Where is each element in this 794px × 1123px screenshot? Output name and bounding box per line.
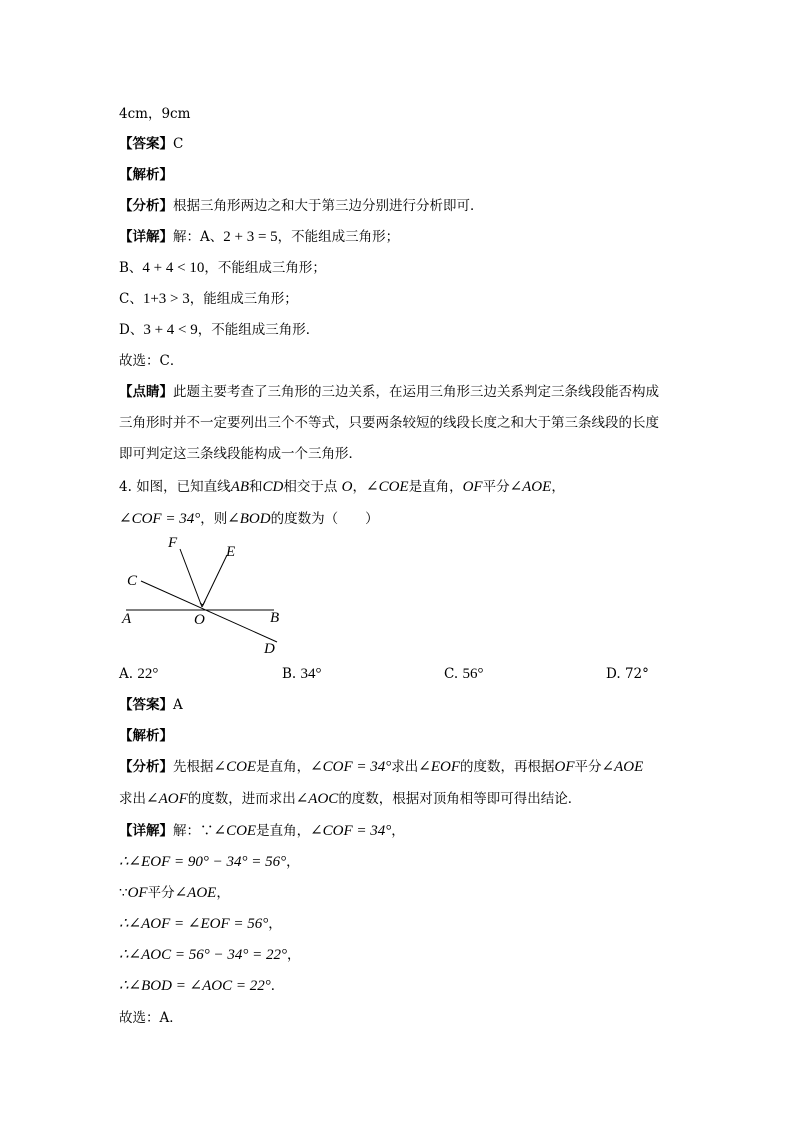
label-f: F xyxy=(168,535,178,551)
prev-options-tail xyxy=(119,104,190,124)
q4-xiangjie-1: 【详解】解：∵∠COE是直角，∠COF = 34°， xyxy=(119,823,405,839)
prev-tail-text: 4cm，9cm xyxy=(119,106,191,122)
q4-answer: 【答案】A xyxy=(119,697,183,713)
geometry-figure xyxy=(114,532,294,662)
q4-analysis-tag: 【解析】 xyxy=(119,728,173,744)
line-cd xyxy=(141,581,280,642)
option-a: A. 22° xyxy=(119,666,159,682)
q4-xiangjie-6: ∴∠BOD = ∠AOC = 22°． xyxy=(119,978,285,994)
q4-fenxi-line1: 【分析】先根据∠COE是直角，∠COF = 34°求出∠EOF的度数，再根据OF平分∠AOE xyxy=(119,759,644,775)
ray-of xyxy=(180,549,202,607)
prev-option-c: C、1+3 > 3，能组成三角形； xyxy=(119,291,298,307)
q4-xiangjie-2: ∴∠EOF = 90° − 34° = 56°， xyxy=(119,854,300,870)
ray-oe xyxy=(202,555,227,607)
label-e: E xyxy=(226,544,236,560)
option-b: B. 34° xyxy=(282,666,322,682)
q4-stem-line1: 4. 如图，已知直线AB和CD相交于点 O，∠COE是直角，OF平分∠AOE， xyxy=(119,479,565,495)
prev-analysis-tag: 【解析】 xyxy=(119,167,173,183)
label-d: D xyxy=(264,641,275,657)
label-o: O xyxy=(194,612,205,628)
label-a: A xyxy=(122,611,132,627)
q4-stem-line2: ∠COF = 34°，则∠BOD的度数为（ ） xyxy=(119,511,379,527)
label-c: C xyxy=(127,573,138,589)
q4-choose: 故选：A． xyxy=(119,1010,183,1026)
answer-tag: 【答案】 xyxy=(119,136,173,152)
option-c: C. 56° xyxy=(444,666,484,682)
question-number: 4. xyxy=(119,479,132,495)
prev-option-d: D、3 + 4 < 9，不能组成三角形． xyxy=(119,322,320,338)
prev-option-b: B、4 + 4 < 10，不能组成三角形； xyxy=(119,260,326,276)
prev-dianjing-1: 【点睛】此题主要考查了三角形的三边关系，在运用三角形三边关系判定三条线段能否构成 xyxy=(119,384,659,400)
q4-xiangjie-3: ∵OF平分∠AOE， xyxy=(119,885,230,901)
q4-fenxi-line2: 求出∠AOF的度数，进而求出∠AOC的度数，根据对顶角相等即可得出结论． xyxy=(119,791,582,807)
prev-dianjing-3: 即可判定这三条线段能构成一个三角形． xyxy=(119,446,362,462)
prev-choose: 故选：C． xyxy=(119,353,184,369)
q4-xiangjie-5: ∴∠AOC = 56° − 34° = 22°， xyxy=(119,947,301,963)
option-d: D. 72° xyxy=(606,666,649,682)
answer-value: C xyxy=(173,136,184,152)
q4-xiangjie-4: ∴∠AOF = ∠EOF = 56°， xyxy=(119,916,282,932)
label-b: B xyxy=(270,610,280,626)
prev-fenxi: 【分析】根据三角形两边之和大于第三边分别进行分析即可． xyxy=(119,198,484,214)
prev-answer xyxy=(119,134,183,154)
prev-xiangjie-a: 【详解】解：A、2 + 3 = 5，不能组成三角形； xyxy=(119,229,400,245)
prev-dianjing-2: 三角形时并不一定要列出三个不等式，只要两条较短的线段长度之和大于第三条线段的长度 xyxy=(119,415,659,431)
